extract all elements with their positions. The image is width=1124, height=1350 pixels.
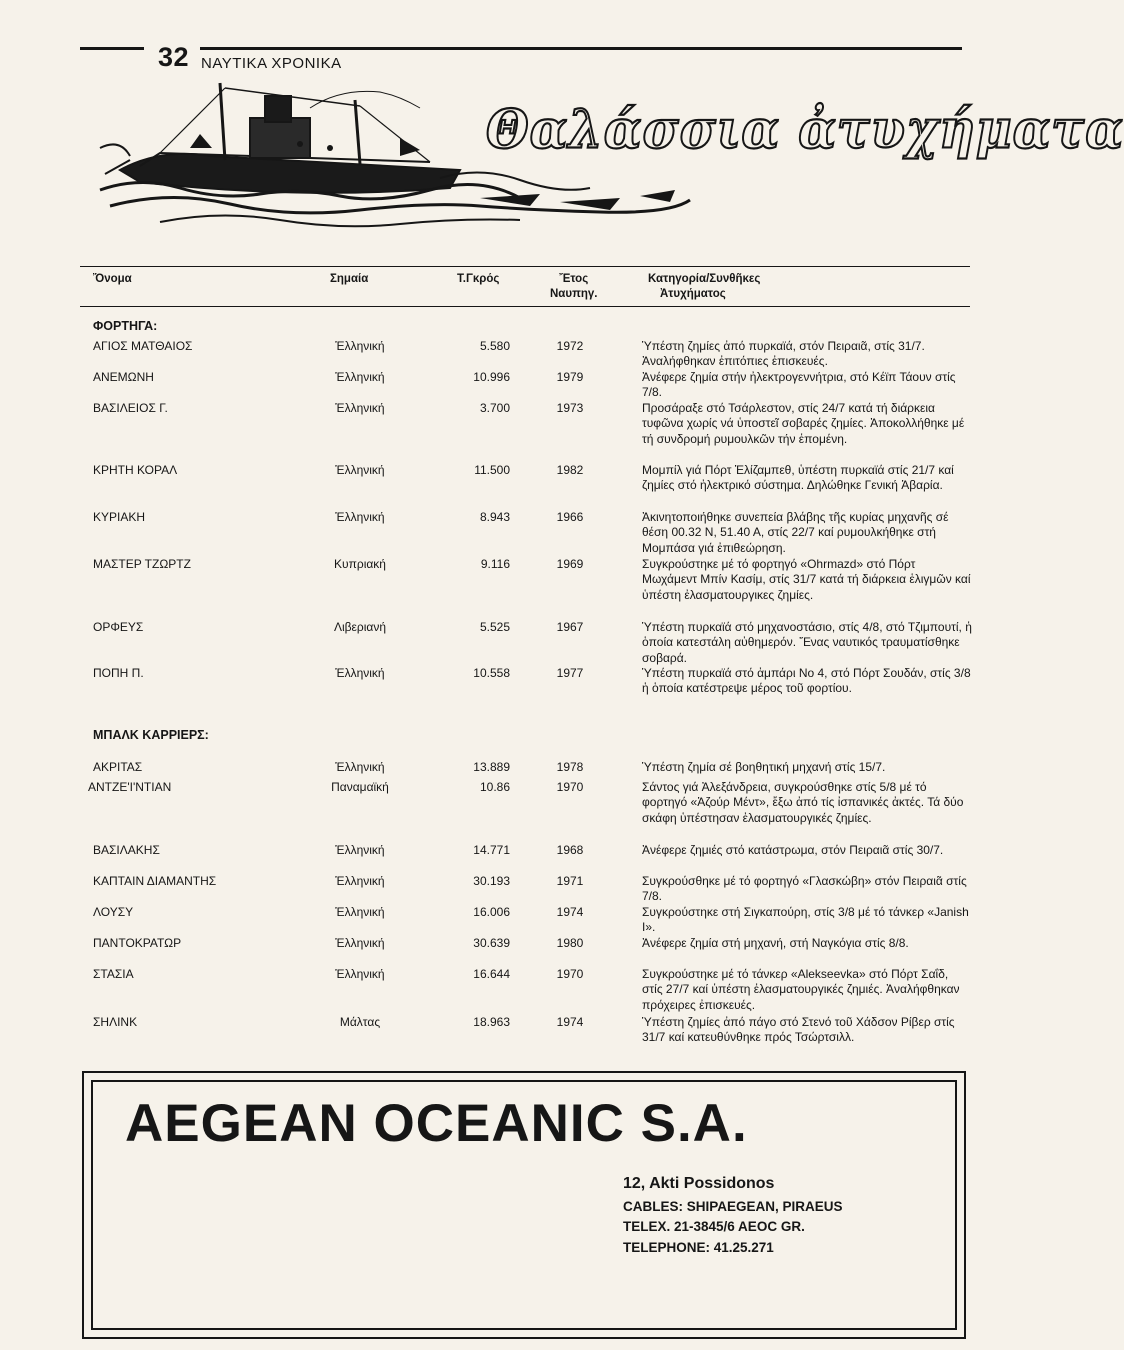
cell-flag: Μάλτας (339, 1015, 381, 1029)
cell-note: Ἀνέφερε ζημιές στό κατάστρωμα, στόν Πειραιᾶ στίς 30/7. (642, 843, 944, 857)
page-title: Θαλάσσια ἀτυχήματα (486, 98, 1124, 161)
cell-name: ΑΝΕΜΩΝΗ (93, 370, 154, 384)
cell-tonnage: 3.700 (479, 401, 510, 415)
magazine-name: ΝΑΥΤΙΚΑ ΧΡΟΝΙΚΑ (201, 55, 342, 72)
cell-note: Ἀκινητοποιήθηκε συνεπεία βλάβης τῆς κυρίας μηχανῆς σέ θέση 00.32 Ν, 51.40 Α, στίς 22/7 καί ρυμουλκήθηκε στή Μομπάσα γιά ἐπιθεώρηση. (642, 510, 949, 555)
cell-note: Συγκρούσθηκε μέ τό φορτηγό «Γλασκώβη» στόν Πειραιᾶ στίς 7/8. (642, 874, 967, 904)
cell-tonnage: 16.644 (473, 967, 510, 981)
cell-note: Συγκρούστηκε στή Σιγκαπούρη, στίς 3/8 μέ τό τάνκερ «Janish I». (642, 905, 969, 935)
cell-flag: Κυπριακή (334, 557, 386, 571)
cell-flag: Ἑλληνική (335, 370, 385, 384)
header-rule-left (80, 47, 144, 50)
cell-name: ΑΓΙΟΣ ΜΑΤΘΑΙΟΣ (93, 339, 193, 353)
cell-tonnage: 8.943 (479, 510, 510, 524)
col-header-year (550, 272, 598, 302)
cell-flag: Ἑλληνική (335, 666, 385, 680)
cell-year: 1969 (556, 557, 584, 571)
cell-note: Ὑπέστη ζημία σέ βοηθητική μηχανή στίς 15/7. (642, 760, 886, 774)
section-label-cargo: ΦΟΡΤΗΓΑ: (93, 319, 158, 333)
cell-flag: Παναμαϊκή (331, 780, 389, 794)
cell-year: 1979 (556, 370, 584, 384)
cell-year: 1980 (556, 936, 584, 950)
cell-year: 1967 (556, 620, 584, 634)
cell-flag: Ἑλληνική (335, 401, 385, 415)
cell-name: ΣΗΛΙΝΚ (93, 1015, 138, 1029)
cell-flag: Ἑλληνική (335, 339, 385, 353)
table-header-rule (80, 306, 970, 307)
cell-name: ΚΥΡΙΑΚΗ (93, 510, 146, 524)
cell-year: 1972 (556, 339, 584, 353)
col-header-year-line1: Ἔτος (559, 273, 589, 285)
cell-note: Ὑπέστη πυρκαϊά στό μηχανοστάσιο, στίς 4/8, στό Τζιμπουτί, ἡ ὁποία κατεστάλη αὐθημερόν. Ἕνας ναυτικός τραυματίσθηκε σοβαρά. (642, 620, 972, 665)
cell-year: 1974 (556, 905, 584, 919)
cell-name: ΒΑΣΙΛΑΚΗΣ (93, 843, 160, 857)
cell-note: Ὑπέστη πυρκαϊά στό ἀμπάρι Νο 4, στό Πόρτ Σουδάν, στίς 3/8 ἡ ὁποία κατέστρεψε μέρος τοῦ φορτίου. (642, 666, 971, 696)
section-label-bulk-carriers: ΜΠΑΛΚ ΚΑΡΡΙΕΡΣ: (93, 728, 209, 742)
cell-note: Συγκρούστηκε μέ τό φορτηγό «Ohrmazd» στό Πόρτ Μωχάμεντ Μπίν Κασίμ, στίς 31/7 κατά τή διάρκεια ἑλιγμῶν καί ὑπέστη ἐλασματουργικες ζημίες. (642, 557, 971, 602)
cell-note: Ὑπέστη ζημίες ἀπό πυρκαϊά, στόν Πειραιᾶ, στίς 31/7. Ἀναλήφθηκαν ἐπιτόπιες ἐπισκευές. (642, 339, 925, 369)
cell-name: ΟΡΦΕΥΣ (93, 620, 144, 634)
cell-year: 1978 (556, 760, 584, 774)
cell-flag: Ἑλληνική (335, 463, 385, 477)
cell-note: Ἀνέφερε ζημία στή μηχανή, στή Ναγκόγια στίς 8/8. (642, 936, 909, 950)
cell-tonnage: 14.771 (473, 843, 510, 857)
cell-tonnage: 13.889 (473, 760, 510, 774)
cell-tonnage: 18.963 (473, 1015, 510, 1029)
cell-year: 1970 (556, 780, 584, 794)
cell-name: ΚΑΠΤΑΙΝ ΔΙΑΜΑΝΤΗΣ (93, 874, 217, 888)
cell-tonnage: 9.116 (480, 557, 510, 571)
cell-flag: Ἑλληνική (335, 760, 385, 774)
cell-tonnage: 11.500 (474, 463, 510, 477)
cell-name: ΜΑΣΤΕΡ ΤΖΩΡΤΖ (93, 557, 191, 571)
cell-tonnage: 10.996 (473, 370, 510, 384)
cell-note: Μομπίλ γιά Πόρτ Ἐλίζαμπεθ, ὑπέστη πυρκαϊά στίς 21/7 καί ζημίες στό ἠλεκτρικό σύστημα. Δηλώθηκε Γενική Ἀβαρία. (642, 463, 954, 493)
cell-name: ΠΟΠΗ Π. (93, 666, 144, 680)
cell-tonnage: 16.006 (473, 905, 510, 919)
cell-tonnage: 10.86 (479, 780, 510, 794)
page-number: 32 (158, 42, 190, 72)
cell-year: 1982 (556, 463, 584, 477)
table-top-rule (80, 266, 970, 267)
cell-tonnage: 10.558 (473, 666, 510, 680)
cell-flag: Ἑλληνική (335, 843, 385, 857)
cell-name: ΠΑΝΤΟΚΡΑΤΩΡ (93, 936, 182, 950)
cell-name: ΚΡΗΤΗ ΚΟΡΑΛ (93, 463, 178, 477)
cell-year: 1973 (556, 401, 584, 415)
cell-name: ΒΑΣΙΛΕΙΟΣ Γ. (93, 401, 168, 415)
col-header-category (648, 272, 760, 302)
col-header-name: Ὄνομα (93, 273, 132, 285)
cell-tonnage: 30.193 (473, 874, 510, 888)
cell-note: Προσάραξε στό Τσάρλεστον, στίς 24/7 κατά τή διάρκεια τυφῶνα χωρίς νά ὑποστεῖ σοβαρές ζημίες. Ἀποκολλήθηκε μέ τή συνδρομή ρυμουλκῶν τήν ἑπομένη. (642, 401, 965, 446)
cell-flag: Ἑλληνική (335, 967, 385, 981)
cell-tonnage: 5.580 (479, 339, 510, 353)
cell-note: Σάντος γιά Ἀλεξάνδρεια, συγκρούσθηκε στίς 5/8 μέ τό φορτηγό «Ἀζούρ Μέντ», ἔξω ἀπό τίς ἰσπανικές ἀκτές. Τά δύο σκάφη ὑπέστησαν ἐλασματουργικές ζημίες. (642, 780, 964, 825)
cell-note: Ὑπέστη ζημίες ἀπό πάγο στό Στενό τοῦ Χάδσον Ρίβερ στίς 31/7 καί κατευθύνθηκε πρός Τσώρτσιλλ. (642, 1015, 955, 1045)
cell-name: ΛΟΥΣΥ (93, 905, 134, 919)
advertisement-address: 12, Akti Possidonos (623, 1175, 775, 1192)
cell-year: 1977 (556, 666, 584, 680)
header-rule-right (200, 47, 962, 50)
cell-year: 1968 (556, 843, 584, 857)
cell-flag: Ἑλληνική (335, 905, 385, 919)
cell-year: 1971 (556, 874, 584, 888)
col-header-category-line2: Ἀτυχήματος (660, 288, 726, 300)
cell-tonnage: 30.639 (473, 936, 510, 950)
cell-note: Συγκρούστηκε μέ τό τάνκερ «Alekseevka» στό Πόρτ Σαΐδ, στίς 27/7 καί ὑπέστη ἐλασματουργικές ζημιές. Ἀναλήφθηκαν πρόχειρες ἐπισκευές. (642, 967, 960, 1012)
cell-note: Ἀνέφερε ζημία στήν ἠλεκτρογεννήτρια, στό Κέϊπ Τάουν στίς 7/8. (642, 370, 956, 400)
advertisement-company: AEGEAN OCEANIC S.A. (125, 1094, 748, 1153)
cell-year: 1974 (556, 1015, 584, 1029)
cell-tonnage: 5.525 (479, 620, 510, 634)
cell-year: 1966 (556, 510, 584, 524)
cell-flag: Ἑλληνική (335, 936, 385, 950)
cell-year: 1970 (556, 967, 584, 981)
cell-name: ΑΝΤΖΕ'Ι'ΝΤΙΑΝ (88, 780, 172, 794)
cell-flag: Λιβεριανή (333, 620, 387, 634)
col-header-flag: Σημαία (330, 273, 369, 285)
cell-name: ΑΚΡΙΤΑΣ (93, 760, 143, 774)
cell-flag: Ἑλληνική (335, 510, 385, 524)
col-header-category-line1: Κατηγορία/Συνθῆκες (648, 273, 761, 285)
col-header-tonnage: Τ.Γκρός (457, 273, 500, 285)
advertisement-telex: TELEX. 21-3845/6 AEOC GR. (623, 1219, 805, 1234)
cell-flag: Ἑλληνική (335, 874, 385, 888)
advertisement-cables: CABLES: SHIPAEGEAN, PIRAEUS (623, 1199, 843, 1214)
col-header-year-line2: Ναυπηγ. (550, 288, 598, 300)
cell-name: ΣΤΑΣΙΑ (93, 967, 134, 981)
advertisement-telephone: TELEPHONE: 41.25.271 (623, 1240, 774, 1255)
